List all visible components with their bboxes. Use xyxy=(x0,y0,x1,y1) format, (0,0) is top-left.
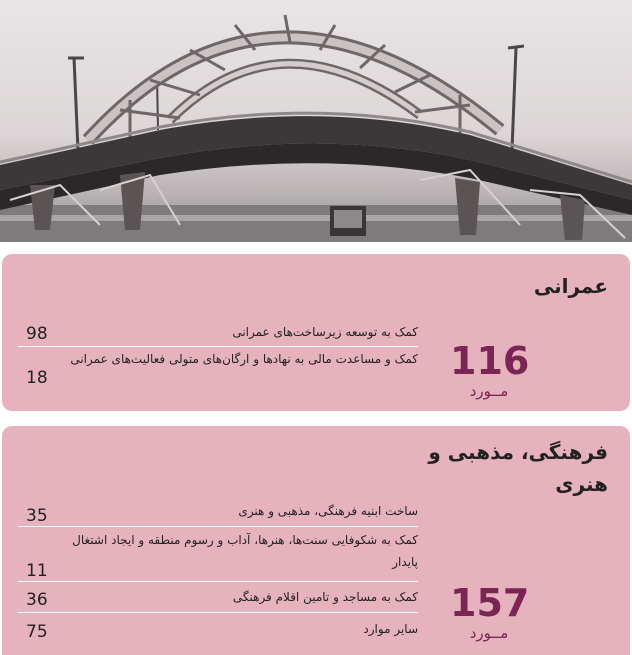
item-label: کمک به توسعه زیرساخت‌های عمرانی xyxy=(232,325,418,339)
list-item xyxy=(18,529,418,581)
item-value: 11 xyxy=(26,561,48,581)
divider xyxy=(18,612,418,613)
list-item xyxy=(18,318,418,346)
bridge-photo xyxy=(0,0,632,242)
divider xyxy=(18,526,418,527)
section-cultural xyxy=(2,426,630,655)
total-count: 116 xyxy=(450,339,530,383)
total-unit: مــورد xyxy=(469,624,509,642)
total-unit: مــورد xyxy=(469,382,509,400)
item-value: 98 xyxy=(26,324,48,344)
item-label: ساخت ابنیه فرهنگی، مذهبی و هنری xyxy=(238,504,418,518)
item-value: 36 xyxy=(26,590,48,610)
section-title: عمرانی xyxy=(533,274,608,298)
section-civil xyxy=(2,254,630,411)
item-label: سایر موارد xyxy=(363,622,418,636)
item-value: 75 xyxy=(26,622,48,642)
item-label: کمک و مساعدت مالی به نهادها و ارگان‌های متولی فعالیت‌های عمرانی xyxy=(70,352,418,366)
item-label: کمک به مساجد و تامین اقلام فرهنگی xyxy=(232,590,418,604)
list-item xyxy=(18,584,418,612)
item-value: 35 xyxy=(26,506,48,526)
list-item xyxy=(18,348,418,398)
list-item xyxy=(18,616,418,644)
total-badge xyxy=(450,340,528,400)
total-count: 157 xyxy=(450,581,530,625)
divider xyxy=(18,581,418,582)
list-item xyxy=(18,498,418,526)
divider xyxy=(18,346,418,347)
item-value: 18 xyxy=(26,368,48,388)
bridge-illustration xyxy=(0,0,632,242)
total-badge xyxy=(450,582,528,642)
section-title: فرهنگی، مذهبی و هنری xyxy=(428,440,608,496)
item-label: کمک به شکوفایی سنت‌ها، هنرها، آداب و رسوم منطقه و ایجاد اشتغال پایدار xyxy=(72,533,418,569)
